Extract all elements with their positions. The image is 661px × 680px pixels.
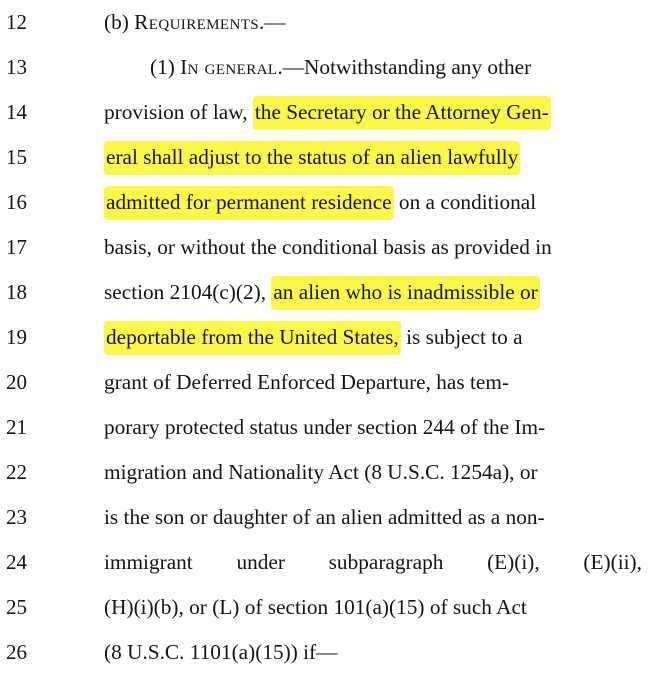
text-segment: .—Notwithstanding any other xyxy=(277,55,532,79)
justified-word: immigrant xyxy=(104,550,193,574)
highlighted-text: an alien who is inadmissible or xyxy=(271,276,539,310)
heading-in-general: In general xyxy=(180,55,278,79)
line-number: 23 xyxy=(6,505,27,529)
text-segment: on a conditional xyxy=(393,190,537,214)
line-number: 19 xyxy=(6,325,27,349)
text-segment: (1) xyxy=(150,55,181,79)
highlighted-text: eral shall adjust to the status of an alien lawfully xyxy=(104,141,520,175)
line-number: 15 xyxy=(6,145,27,169)
justified-word: under xyxy=(236,550,285,574)
line-number: 25 xyxy=(6,595,27,619)
text-segment: is subject to a xyxy=(400,325,523,349)
line-19 xyxy=(0,315,661,359)
line-number: 26 xyxy=(6,640,27,664)
highlighted-text: admitted for permanent residence xyxy=(104,186,394,220)
text-segment: (8 U.S.C. 1101(a)(15)) if— xyxy=(104,640,338,664)
line-text xyxy=(104,278,642,306)
line-13 xyxy=(0,45,661,89)
justified-word: (E)(i), xyxy=(487,550,540,574)
line-number: 17 xyxy=(6,235,27,259)
justified-word: (E)(ii), xyxy=(583,550,642,574)
line-text xyxy=(104,323,642,351)
line-16 xyxy=(0,180,661,224)
line-text xyxy=(104,368,642,396)
line-text xyxy=(150,53,642,81)
line-text xyxy=(104,593,642,621)
line-number: 20 xyxy=(6,370,27,394)
text-segment: .— xyxy=(259,10,286,34)
justified-word: subparagraph xyxy=(328,550,444,574)
line-18 xyxy=(0,270,661,314)
line-text xyxy=(104,413,642,441)
line-21 xyxy=(0,405,661,449)
line-number: 16 xyxy=(6,190,27,214)
line-text xyxy=(104,503,642,531)
line-text xyxy=(104,458,642,486)
line-text xyxy=(104,98,642,126)
text-segment: porary protected status under section 244 of the Im- xyxy=(104,415,546,439)
line-14 xyxy=(0,90,661,134)
line-number: 13 xyxy=(6,55,27,79)
text-segment: migration and Nationality Act (8 U.S.C. 1254a), or xyxy=(104,460,538,484)
line-text xyxy=(104,548,642,576)
text-segment: is the son or daughter of an alien admitted as a non- xyxy=(104,505,545,529)
line-24 xyxy=(0,540,661,584)
line-number: 14 xyxy=(6,100,27,124)
heading-requirements: Requirements xyxy=(134,10,260,34)
line-text xyxy=(104,143,642,171)
line-22 xyxy=(0,450,661,494)
text-segment: provision of law, xyxy=(104,100,253,124)
line-number: 24 xyxy=(6,550,27,574)
line-number: 18 xyxy=(6,280,27,304)
text-segment: grant of Deferred Enforced Departure, has tem- xyxy=(104,370,510,394)
text-segment: (H)(i)(b), or (L) of section 101(a)(15) of such Act xyxy=(104,595,527,619)
line-17 xyxy=(0,225,661,269)
line-text xyxy=(104,233,642,261)
line-number: 22 xyxy=(6,460,27,484)
line-23 xyxy=(0,495,661,539)
line-number: 12 xyxy=(6,10,27,34)
line-25 xyxy=(0,585,661,629)
line-15 xyxy=(0,135,661,179)
text-segment: (b) xyxy=(104,10,135,34)
line-text xyxy=(104,638,642,666)
line-text xyxy=(104,8,642,36)
highlighted-text: the Secretary or the Attorney Gen- xyxy=(253,96,551,130)
line-12 xyxy=(0,0,661,44)
line-20 xyxy=(0,360,661,404)
text-segment: basis, or without the conditional basis as provided in xyxy=(104,235,552,259)
line-number: 21 xyxy=(6,415,27,439)
text-segment: section 2104(c)(2), xyxy=(104,280,272,304)
line-26 xyxy=(0,630,661,674)
line-text xyxy=(104,188,642,216)
highlighted-text: deportable from the United States, xyxy=(104,321,401,355)
